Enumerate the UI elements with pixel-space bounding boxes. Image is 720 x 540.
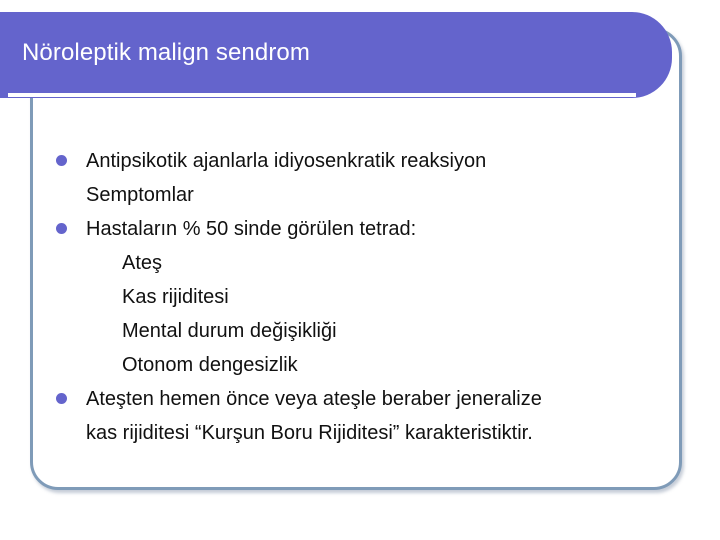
sub-item <box>48 280 668 314</box>
line-text: Semptomlar <box>86 184 194 206</box>
slide-title: Nöroleptik malign sendrom <box>22 39 310 66</box>
bullet-item <box>48 212 668 246</box>
bullet-dot-icon <box>56 393 67 404</box>
title-divider <box>8 93 636 97</box>
line-text: Mental durum değişikliği <box>122 320 337 342</box>
bullet-item <box>48 382 668 416</box>
line-text: Hastaların % 50 sinde görülen tetrad: <box>86 218 417 240</box>
continuation-line <box>48 178 668 212</box>
line-text: Ateş <box>122 252 163 274</box>
sub-item <box>48 246 668 280</box>
sub-item <box>48 314 668 348</box>
continuation-line <box>48 416 668 450</box>
line-text: Kas rijiditesi <box>122 286 229 308</box>
sub-item <box>48 348 668 382</box>
bullet-dot-icon <box>56 155 67 166</box>
bullet-dot-icon <box>56 223 67 234</box>
line-text: Antipsikotik ajanlarla idiyosenkratik reaksiyon <box>86 150 487 172</box>
slide-body <box>48 144 668 450</box>
line-text: kas rijiditesi “Kurşun Boru Rijiditesi” karakteristiktir. <box>86 422 533 444</box>
line-text: Ateşten hemen önce veya ateşle beraber jeneralize <box>86 388 542 410</box>
line-text: Otonom dengesizlik <box>122 354 298 376</box>
bullet-item <box>48 144 668 178</box>
